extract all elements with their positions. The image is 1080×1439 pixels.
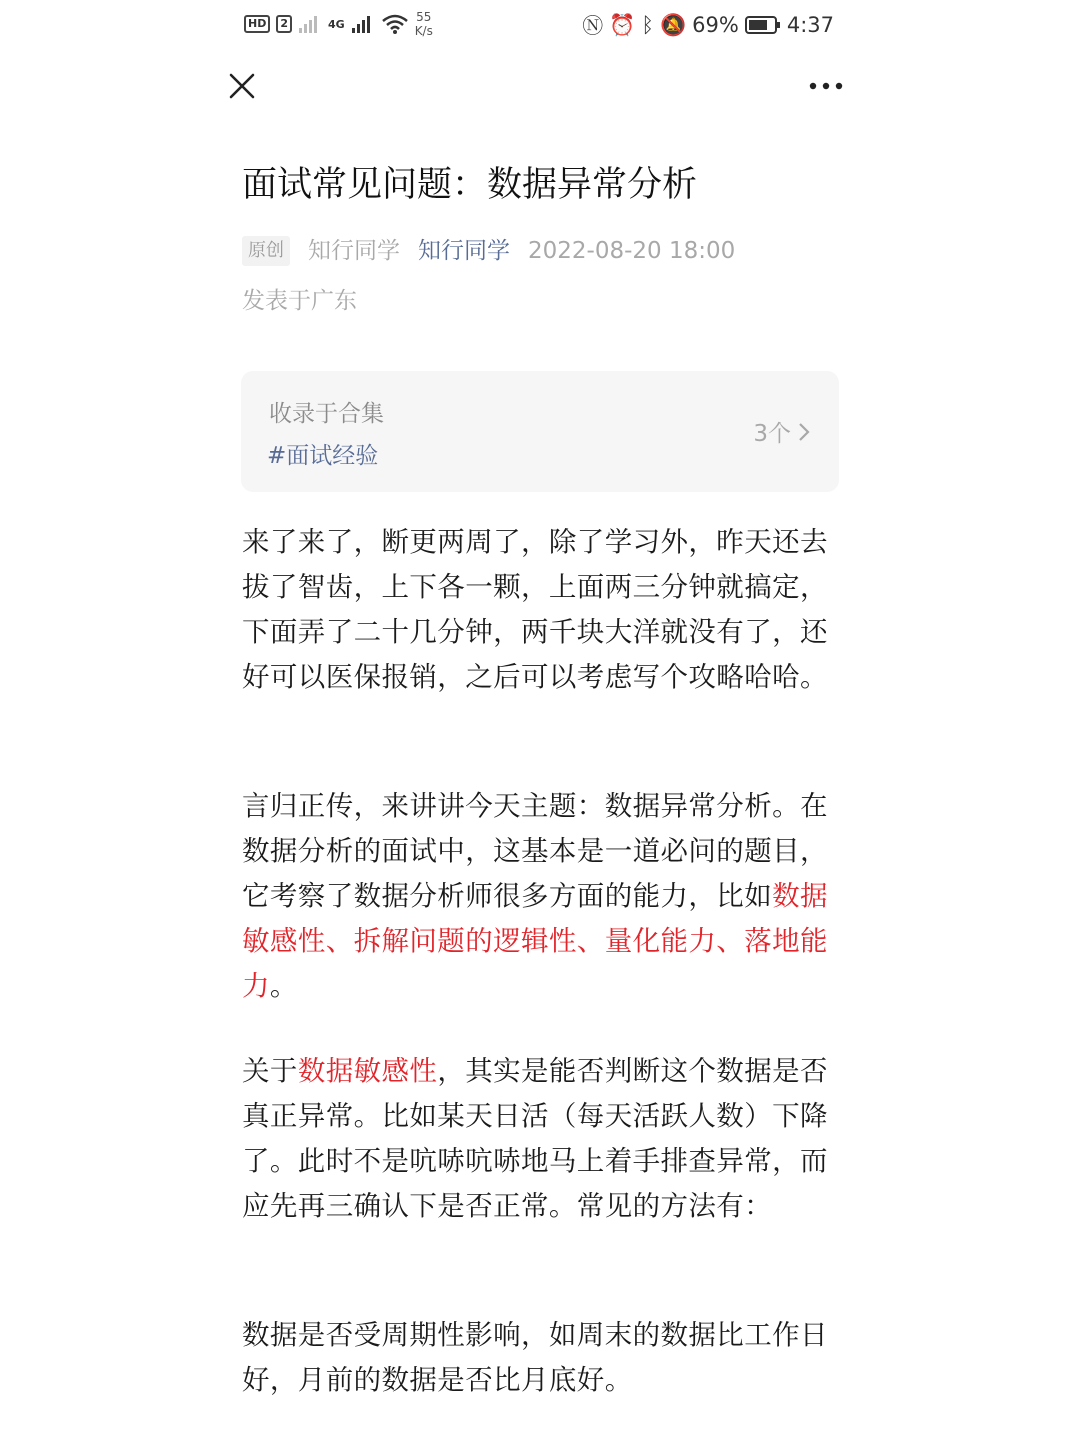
battery-icon bbox=[745, 15, 781, 35]
article-title: 面试常见问题：数据异常分析 bbox=[242, 165, 698, 205]
network-type: 4G bbox=[328, 17, 345, 31]
paragraph-3-end: ，其实是能否判断这个数据是否真正异常。比如某天日活（每天活跃人数）下降了。此时不是吭哧吭哧地马上着手排查异常，而应先再三确认下是否正常。常见的方法有： bbox=[242, 1055, 828, 1222]
close-icon bbox=[226, 70, 258, 102]
collection-count bbox=[753, 415, 811, 448]
top-nav bbox=[0, 60, 1080, 120]
author-name: 知行同学 bbox=[308, 238, 400, 264]
bluetooth-icon: ᛒ bbox=[641, 13, 654, 37]
signal-strong-icon bbox=[351, 14, 375, 34]
collection-count-text: 3个 bbox=[753, 421, 791, 447]
publish-location: 发表于广东 bbox=[242, 288, 357, 314]
paragraph-2 bbox=[242, 784, 842, 1009]
paragraph-1: 来了来了，断更两周了，除了学习外，昨天还去拔了智齿，上下各一颗，上面两三分钟就搞定，下面弄了二十几分钟，两千块大洋就没有了，还好可以医保报销，之后可以考虑写个攻略哈哈。 bbox=[242, 526, 828, 693]
hd-badge: HD bbox=[244, 15, 270, 33]
article-meta bbox=[242, 232, 842, 320]
clock: 4:37 bbox=[786, 13, 834, 37]
paragraph-3-start: 关于 bbox=[242, 1055, 298, 1087]
speed-unit: K/s bbox=[414, 24, 433, 38]
collection-label: 收录于合集 bbox=[269, 401, 384, 427]
battery-percent: 69% bbox=[692, 13, 739, 37]
signal-icon bbox=[298, 14, 322, 34]
nfc-icon: Ⓝ bbox=[582, 14, 604, 38]
speed-value: 55 bbox=[416, 10, 432, 24]
more-button[interactable] bbox=[806, 72, 846, 100]
sim-badge: 2 bbox=[276, 15, 292, 33]
paragraph-2-start: 言归正传，来讲讲今天主题：数据异常分析。在数据分析的面试中，这基本是一道必问的题目，它考察了数据分析师很多方面的能力，比如 bbox=[242, 790, 828, 912]
original-tag: 原创 bbox=[242, 236, 290, 266]
more-icon bbox=[806, 72, 846, 100]
chevron-right-icon bbox=[797, 421, 811, 443]
wifi-icon bbox=[381, 14, 409, 34]
status-left bbox=[244, 10, 433, 38]
paragraph-2-highlight: 数据敏感性、拆解问题的逻辑性、量化能力、落地能力 bbox=[242, 880, 828, 1002]
meta-row bbox=[242, 232, 842, 270]
status-right bbox=[582, 10, 834, 40]
alarm-icon: ⏰ bbox=[609, 12, 636, 37]
network-speed bbox=[415, 10, 433, 38]
paragraph-3-highlight: 数据敏感性 bbox=[297, 1055, 438, 1087]
paragraph-4: 数据是否受周期性影响，如周末的数据比工作日好，月前的数据是否比月底好。 bbox=[242, 1319, 828, 1396]
status-bar bbox=[0, 0, 1080, 48]
close-button[interactable] bbox=[226, 70, 258, 102]
collection-tag[interactable]: #面试经验 bbox=[267, 443, 379, 469]
publish-datetime: 2022-08-20 18:00 bbox=[528, 238, 736, 264]
paragraph-3 bbox=[242, 1049, 842, 1229]
paragraph-2-end: 。 bbox=[269, 970, 298, 1002]
collection-card[interactable] bbox=[241, 371, 839, 492]
account-link[interactable]: 知行同学 bbox=[418, 238, 510, 264]
mute-icon: 🔕 bbox=[659, 12, 687, 37]
